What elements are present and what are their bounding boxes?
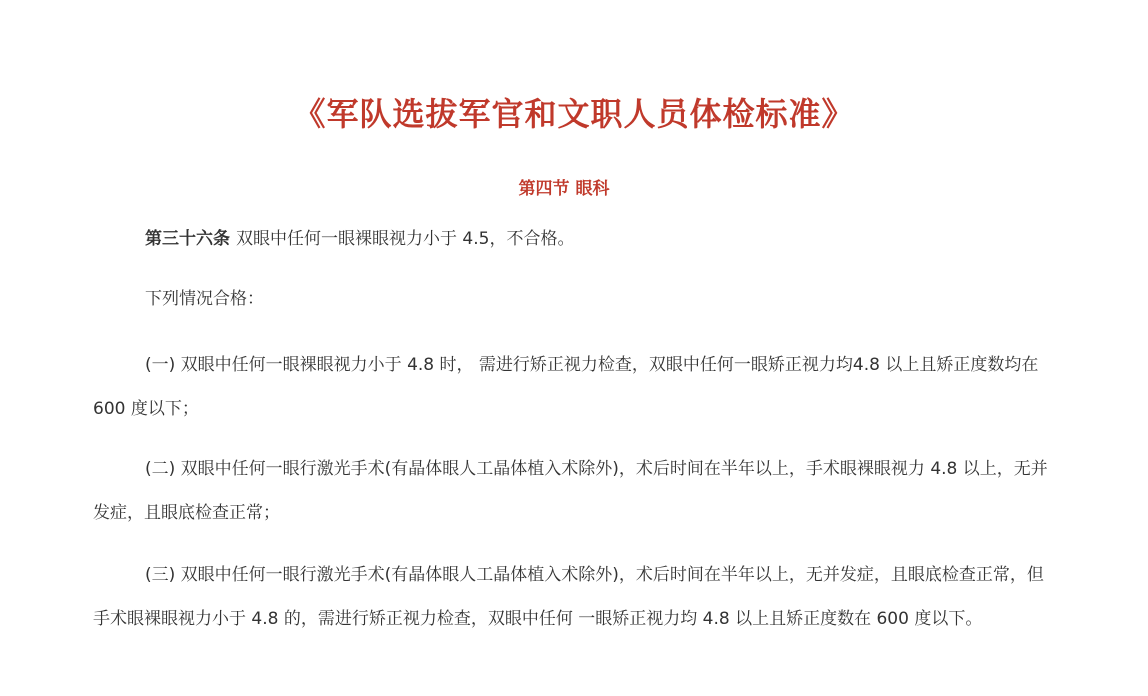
list-item-3: (三) 双眼中任何一眼行激光手术(有晶体眼人工晶体植入术除外)，术后时间在半年以上，无并发症，且眼底检查正常，但 手术眼裸眼视力小于 4.8 的，需进行矫正视力检查，双眼中任何 一眼矫正视力均 4.8 以上且矫正度数在 600 度以下。 — [93, 565, 1044, 629]
document-title: 《军队选拔军官和文职人员体检标准》 — [293, 95, 855, 134]
list-item-2: (二) 双眼中任何一眼行激光手术(有晶体眼人工晶体植入术除外)，术后时间在半年以上，手术眼裸眼视力 4.8 以上，无并发症，且眼底检查正常； — [93, 459, 1048, 523]
article-text: 双眼中任何一眼裸眼视力小于 4.5，不合格。 — [236, 229, 575, 249]
intro-paragraph: 下列情况合格： — [145, 289, 264, 309]
article-paragraph — [93, 217, 1057, 261]
list-item-1: (一) 双眼中任何一眼裸眼视力小于 4.8 时， 需进行矫正视力检查，双眼中任何一眼矫正视力均4.8 以上且矫正度数均在 600 度以下； — [93, 355, 1039, 419]
article-label: 第三十六条 — [145, 229, 230, 249]
section-title: 第四节 眼科 — [518, 179, 610, 200]
